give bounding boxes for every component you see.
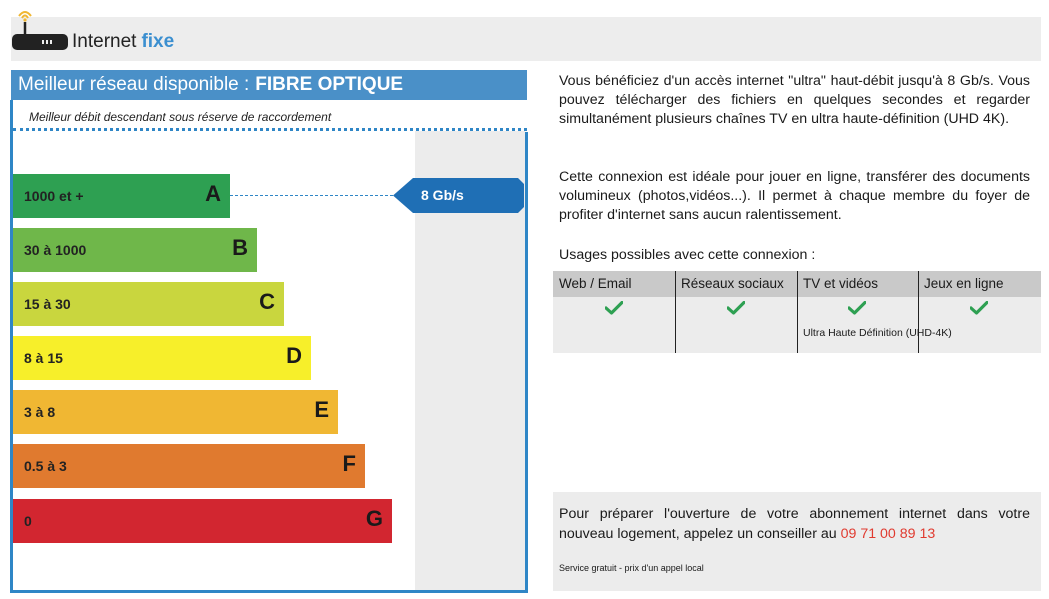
speed-class-bar-b — [13, 228, 257, 272]
usage-label-web-email: Web / Email — [559, 276, 632, 291]
cta-box — [553, 492, 1041, 591]
speed-guide-line — [230, 195, 393, 196]
speed-class-range: 0 — [24, 513, 32, 529]
speed-class-range: 30 à 1000 — [24, 242, 87, 258]
speed-class-range: 8 à 15 — [24, 350, 63, 366]
page-title-text: Internet — [72, 31, 137, 52]
page-title — [72, 30, 174, 54]
speed-class-bar-c — [13, 282, 284, 326]
usage-label-social: Réseaux sociaux — [681, 276, 784, 291]
speed-class-bar-a — [13, 174, 230, 218]
cta-text-block — [559, 505, 1030, 544]
usages-column-divider — [797, 271, 798, 353]
cta-text: Pour préparer l'ouverture de votre abonnement internet dans votre nouveau logement, appelez un conseiller au — [559, 506, 1030, 542]
frame-right-border — [525, 132, 528, 593]
page-title-accent: fixe — [141, 31, 175, 52]
network-label: Meilleur réseau disponible : — [18, 74, 250, 95]
check-icon — [727, 301, 745, 315]
cta-note: Service gratuit - prix d'un appel local — [559, 563, 704, 573]
speed-class-letter: F — [342, 451, 356, 476]
speed-class-letter: B — [232, 235, 248, 260]
speed-class-letter: D — [286, 343, 302, 368]
speed-class-letter: C — [259, 289, 275, 314]
usages-table — [553, 271, 1041, 353]
speed-class-bar-d — [13, 336, 311, 380]
check-icon — [970, 301, 988, 315]
speed-class-range: 1000 et + — [24, 188, 84, 204]
network-title-bar — [11, 70, 527, 100]
current-speed-label: 8 Gb/s — [421, 187, 464, 203]
speed-class-letter: E — [314, 397, 329, 422]
check-icon — [848, 301, 866, 315]
speed-class-range: 0.5 à 3 — [24, 458, 67, 474]
router-wifi-icon — [12, 4, 68, 54]
speed-class-range: 3 à 8 — [24, 404, 56, 420]
usages-column-divider — [675, 271, 676, 353]
check-icon — [605, 301, 623, 315]
network-type: FIBRE OPTIQUE — [255, 74, 404, 95]
network-subtitle: Meilleur débit descendant sous réserve de raccordement — [29, 110, 332, 124]
usages-label: Usages possibles avec cette connexion : — [559, 247, 816, 263]
description-paragraph-2: Cette connexion est idéale pour jouer en ligne, transférer des documents volumineux (photos,vidéos...). Il permet à chaque membre du foyer de profiter d'internet sans aucun ralentissement. — [559, 169, 1030, 224]
speed-class-letter: A — [205, 181, 221, 206]
description-paragraph-1: Vous bénéficiez d'un accès internet "ultra" haut-débit jusqu'à 8 Gb/s. Vous pouvez télécharger des fichiers en quelques secondes et regarder simultanément plusieurs chaînes TV en ultra haute-définition (UHD 4K). — [559, 73, 1030, 128]
cta-phone-number[interactable]: 09 71 00 89 13 — [840, 525, 936, 542]
speed-class-bar-g — [13, 499, 392, 543]
speed-class-letter: G — [365, 506, 383, 531]
speed-class-bar-e — [13, 390, 338, 434]
speed-class-range: 15 à 30 — [24, 296, 71, 312]
usage-label-tv-video: TV et vidéos — [803, 276, 879, 291]
speed-class-bar-f — [13, 444, 365, 488]
usage-note-uhd: Ultra Haute Définition (UHD-4K) — [803, 327, 952, 339]
frame-bottom-border — [10, 590, 528, 593]
usage-label-gaming: Jeux en ligne — [924, 276, 1004, 291]
